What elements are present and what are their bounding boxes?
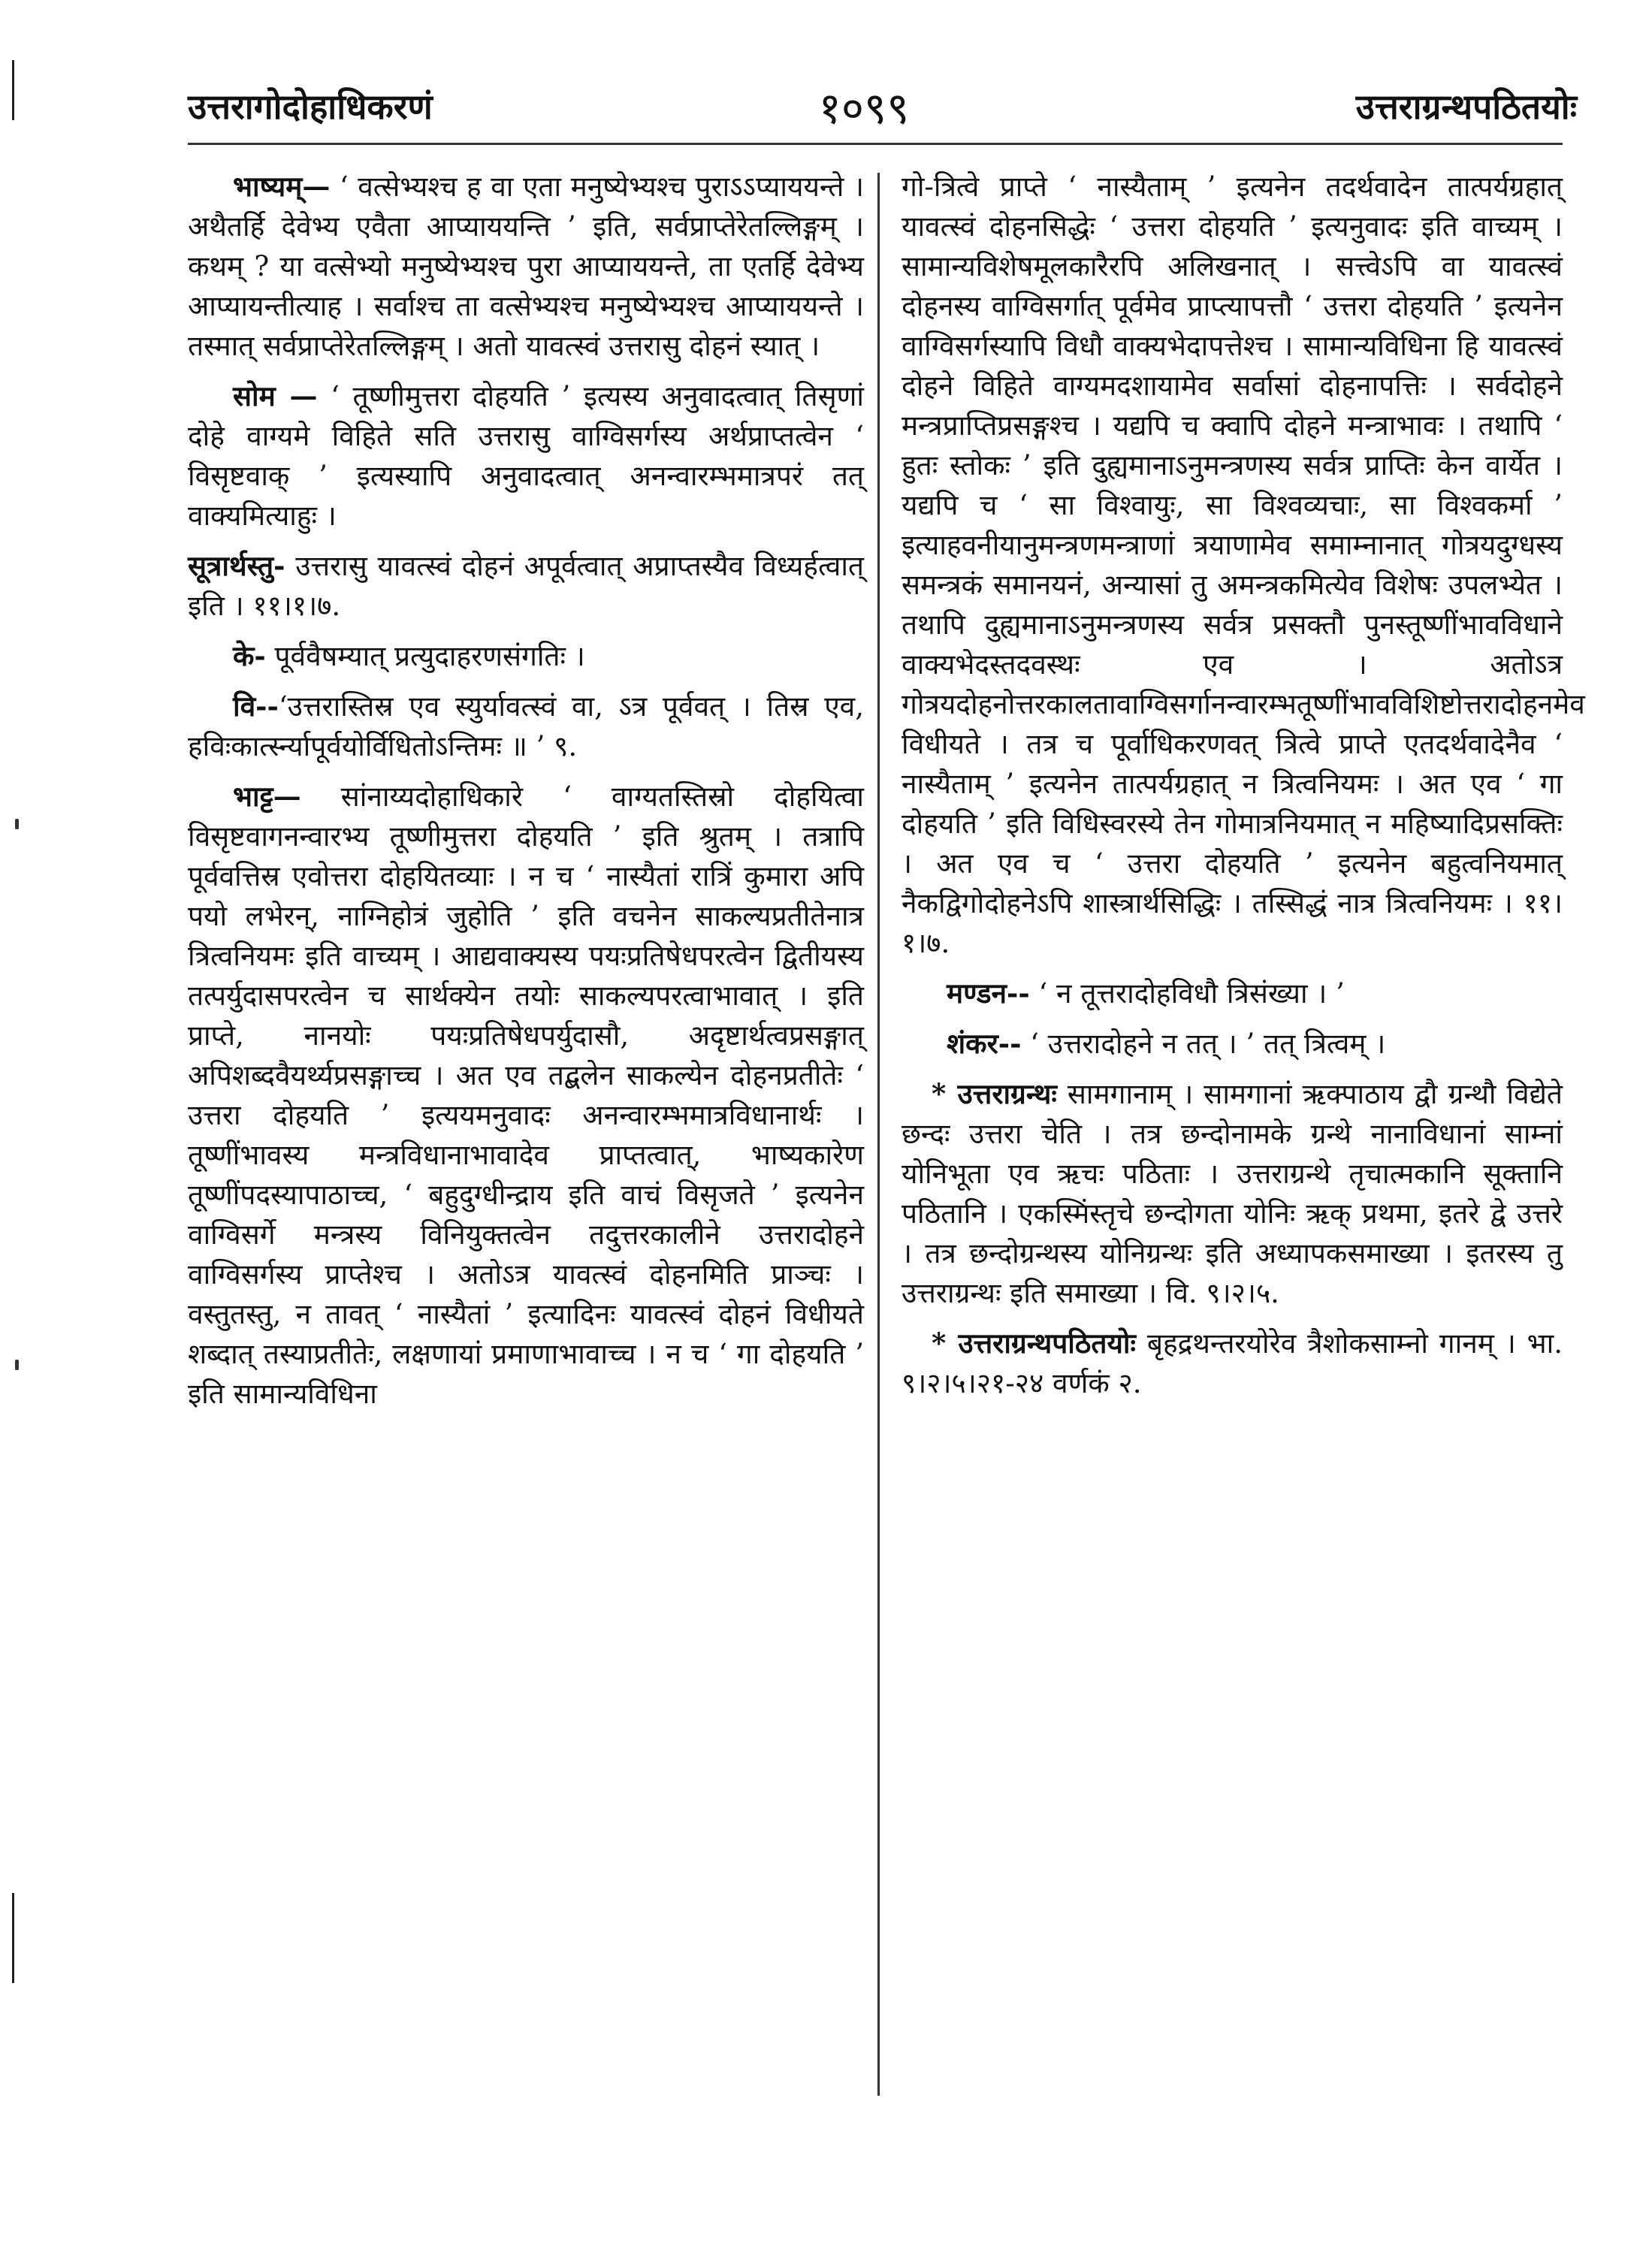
right-column: [902, 167, 1585, 1414]
paragraph-text: ‘ वत्सेभ्यश्च ह वा एता मनुष्येभ्यश्च पुराऽऽप्याययन्ते । अथैतर्हि देवेभ्य एवैता आप्याययन्ति ’ इति, सर्वप्राप्तेरेतल्लिङ्गम् । कथम् ? या वत्सेभ्यो मनुष्येभ्यश्च पुरा आप्याययन्ते, ता एतर्हि देवेभ्य आप्यायन्तीत्याह । सर्वाश्च ता वत्सेभ्यश्च मनुष्येभ्यश्च आप्याययन्ते । तस्मात् सर्वप्राप्तेरेतल्लिङ्गम् । अतो यावत्स्वं उत्तरासु दोहनं स्यात् ।: [188, 171, 864, 362]
header-left-title: उत्तरागोदोहाधिकरणं: [188, 86, 433, 127]
section-label: भाष्यम्—: [233, 170, 331, 203]
footnote-text: बृहद्रथन्तरयोरेव त्रैशोकसाम्नो गानम् । भा. ९।२।५।२१-२४ वर्णकं २.: [902, 1327, 1563, 1399]
left-column: [188, 167, 864, 1424]
footnote-label: * उत्तराग्रन्थः: [932, 1077, 1057, 1110]
paragraph-text: सांनाय्यदोहाधिकारे ‘ वाग्यतस्तिस्रो दोहयित्वा विसृष्टवागनन्वारभ्य तूष्णीमुत्तरा दोहयति ’ इति श्रुतम् । तत्रापि पूर्ववत्तिस्र एवोत्तरा दोहयितव्याः । न च ‘ नास्यैतां रात्रिं कुमारा अपि पयो लभेरन्, नाग्निहोत्रं जुहोति ’ इति वचनेन साकल्यप्रतीतेनात्र त्रित्वनियमः इति वाच्यम् । आद्यवाक्यस्य पयःप्रतिषेधपरत्वेन द्वितीयस्य तत्पर्युदासपरत्वेन च सार्थक्येन तयोः साकल्यपरत्वाभावात् । इति प्राप्ते, नानयोः पयःप्रतिषेधपर्युदासौ, अदृष्टार्थत्वप्रसङ्गात् अपिशब्दवैयर्थ्यप्रसङ्गाच्च । अत एव तद्बलेन साकल्येन दोहनप्रतीतेः ‘ उत्तरा दोहयति ’ इत्ययमनुवादः अनन्वारम्भमात्रविधानार्थः । तूष्णींभावस्य मन्त्रविधानाभावादेव प्राप्तत्वात्, भाष्यकारेण तूष्णींपदस्यापाठाच्च, ‘ बहुदुग्धीन्द्राय इति वाचं विसृजते ’ इत्यनेन वाग्विसर्गे मन्त्रस्य विनियुक्तत्वेन तदुत्तरकालीने उत्तरादोहने वाग्विसर्गस्य प्राप्तेश्च । अतोऽत्र यावत्स्वं दोहनमिति प्राञ्चः । वस्तुतस्तु, न तावत् ‘ नास्यैतां ’ इत्यादिनः यावत्स्वं दोहनं विधीयते शब्दात् तस्याप्रतीतेः, लक्षणायां प्रमाणाभावाच्च । न च ‘ गा दोहयति ’ इति सामान्यविधिना: [188, 780, 864, 1410]
margin-mark: [15, 819, 19, 829]
footnote-uttaragrantha: [902, 1074, 1563, 1313]
page-number: १०९९: [818, 83, 910, 134]
vi-paragraph: [188, 687, 864, 766]
section-label: सूत्रार्थस्तु-: [188, 549, 285, 582]
margin-mark: [15, 1360, 19, 1370]
sutrartha-paragraph: [188, 546, 864, 626]
mandana-paragraph: [902, 974, 1563, 1013]
margin-line: [12, 1893, 14, 1983]
column-divider: [877, 173, 880, 2096]
paragraph-text: गो-त्रित्वे प्राप्ते ‘ नास्यैताम् ’ इत्यनेन तदर्थवादेन तात्पर्यग्रहात् यावत्स्वं दोहनसिद्धेः ‘ उत्तरा दोहयति ’ इत्यनुवादः इति वाच्यम् । सामान्यविशेषमूलकारैरपि अलिखनात् । सत्त्वेऽपि वा यावत्स्वं दोहनस्य वाग्विसर्गात् पूर्वमेव प्राप्त्यापत्तौ ‘ उत्तरा दोहयति ’ इत्यनेन वाग्विसर्गस्यापि विधौ वाक्यभेदापत्तेश्च । सामान्यविधिना हि यावत्स्वं दोहने विहिते वाग्यमदशायामेव सर्वासां दोहनापत्तिः । सर्वदोहने मन्त्रप्राप्तिप्रसङ्गश्च । यद्यपि च क्वापि दोहने मन्त्राभावः । तथापि ‘ हुतः स्तोकः ’ इति दुह्यमानाऽनुमन्त्रणस्य सर्वत्र प्राप्तिः केन वार्येत । यद्यपि च ‘ सा विश्वायुः, सा विश्वव्यचाः, सा विश्वकर्मा ’ इत्याहवनीयानुमन्त्रणमन्त्राणां त्रयाणामेव समाम्नानात् गोत्रयदुग्धस्य समन्त्रकं समानयनं, अन्यासां तु अमन्त्रकमित्येव विशेषः उपलभ्येत । तथापि दुह्यमानाऽनुमन्त्रणस्य सर्वत्र प्रसक्तौ पुनस्तूष्णींभावविधाने वाक्यभेदस्तदवस्थः एव । अतोऽत्र गोत्रयदोहनोत्तरकालतावाग्विसर्गानन्वारम्भतूष्णींभावविशिष्टोत्तरादोहनमेव विधीयते । तत्र च पूर्वाधिकरणवत् त्रित्वे प्राप्ते एतदर्थवादेनैव ‘ नास्यैताम् ’ इत्यनेन तात्पर्यग्रहात् न त्रित्वनियमः । अत एव ‘ गा दोहयति ’ इति विधिस्वरस्ये तेन गोमात्रनियमात् न महिष्यादिप्रसक्तिः । अत एव च ‘ उत्तरा दोहयति ’ इत्यनेन बहुत्वनियमात् नैकद्विगोदोहनेऽपि शास्त्रार्थसिद्धिः । तस्सिद्धं नात्र त्रित्वनियमः । ११।१।७.: [902, 171, 1585, 959]
header-right-title: उत्तराग्रन्थपठितयोः: [1355, 86, 1577, 127]
section-label: भाट्ट—: [233, 780, 301, 813]
footnote-label: * उत्तराग्रन्थपठितयोः: [932, 1327, 1136, 1360]
section-label: के-: [233, 639, 266, 672]
bhatta-paragraph: [188, 777, 864, 1414]
paragraph-text: ‘ उत्तरादोहने न तत् । ’ तत् त्रित्वम् ।: [1021, 1028, 1386, 1060]
section-label: वि--: [233, 690, 279, 723]
ke-paragraph: [188, 636, 864, 676]
continuation-paragraph: [902, 167, 1585, 963]
running-header: [0, 75, 1652, 135]
shankara-paragraph: [902, 1024, 1563, 1064]
footnote-pathitayoh: [902, 1324, 1563, 1403]
paragraph-text: ‘ न तूत्तरादोहविधौ त्रिसंख्या । ’: [1029, 977, 1345, 1010]
paragraph-text: पूर्ववैषम्यात् प्रत्युदाहरणसंगतिः ।: [265, 640, 585, 672]
section-label: शंकर--: [947, 1027, 1022, 1060]
paragraph-text: ‘ तूष्णीमुत्तरा दोहयति ’ इत्यस्य अनुवादत्वात् तिसृणां दोहे वाग्यमे विहिते सति उत्तरासु वाग्विसर्गस्य अर्थप्राप्तत्वेन ‘ विसृष्टवाक् ’ इत्यस्यापि अनुवादत्वात् अनन्वारम्भमात्रपरं तत् वाक्यमित्याहुः ।: [188, 380, 864, 532]
paragraph-text: उत्तरासु यावत्स्वं दोहनं अपूर्वत्वात् अप्राप्तस्यैव विध्यर्हत्वात् इति । ११।१।७.: [188, 550, 864, 622]
paragraph-text: ‘उत्तरास्तिस्र एव स्युर्यावत्स्वं वा, ऽत्र पूर्ववत् । तिस्र एव, हविःकार्त्स्न्यापूर्वयोर्विधितोऽन्तिमः ॥ ’ ९.: [188, 690, 864, 762]
soma-paragraph: [188, 376, 864, 536]
section-label: मण्डन--: [947, 977, 1030, 1010]
section-label: सोम —: [233, 379, 318, 412]
bhashyam-paragraph: [188, 167, 864, 366]
footnote-text: सामगानाम् । सामगानां ऋक्पाठाय द्वौ ग्रन्थौ विद्येते छन्दः उत्तरा चेति । तत्र छन्दोनामके ग्रन्थे नानाविधानां साम्नां योनिभूता एव ऋचः पठिताः । उत्तराग्रन्थे तृचात्मकानि सूक्तानि पठितानि । एकस्मिंस्तृचे छन्दोगता योनिः ऋक् प्रथमा, इतरे द्वे उत्तरे । तत्र छन्दोग्रन्थस्य योनिग्रन्थः इति अध्यापकसमाख्या । इतरस्य तु उत्तराग्रन्थः इति समाख्या । वि. ९।२।५.: [902, 1078, 1563, 1309]
header-rule: [188, 143, 1563, 145]
